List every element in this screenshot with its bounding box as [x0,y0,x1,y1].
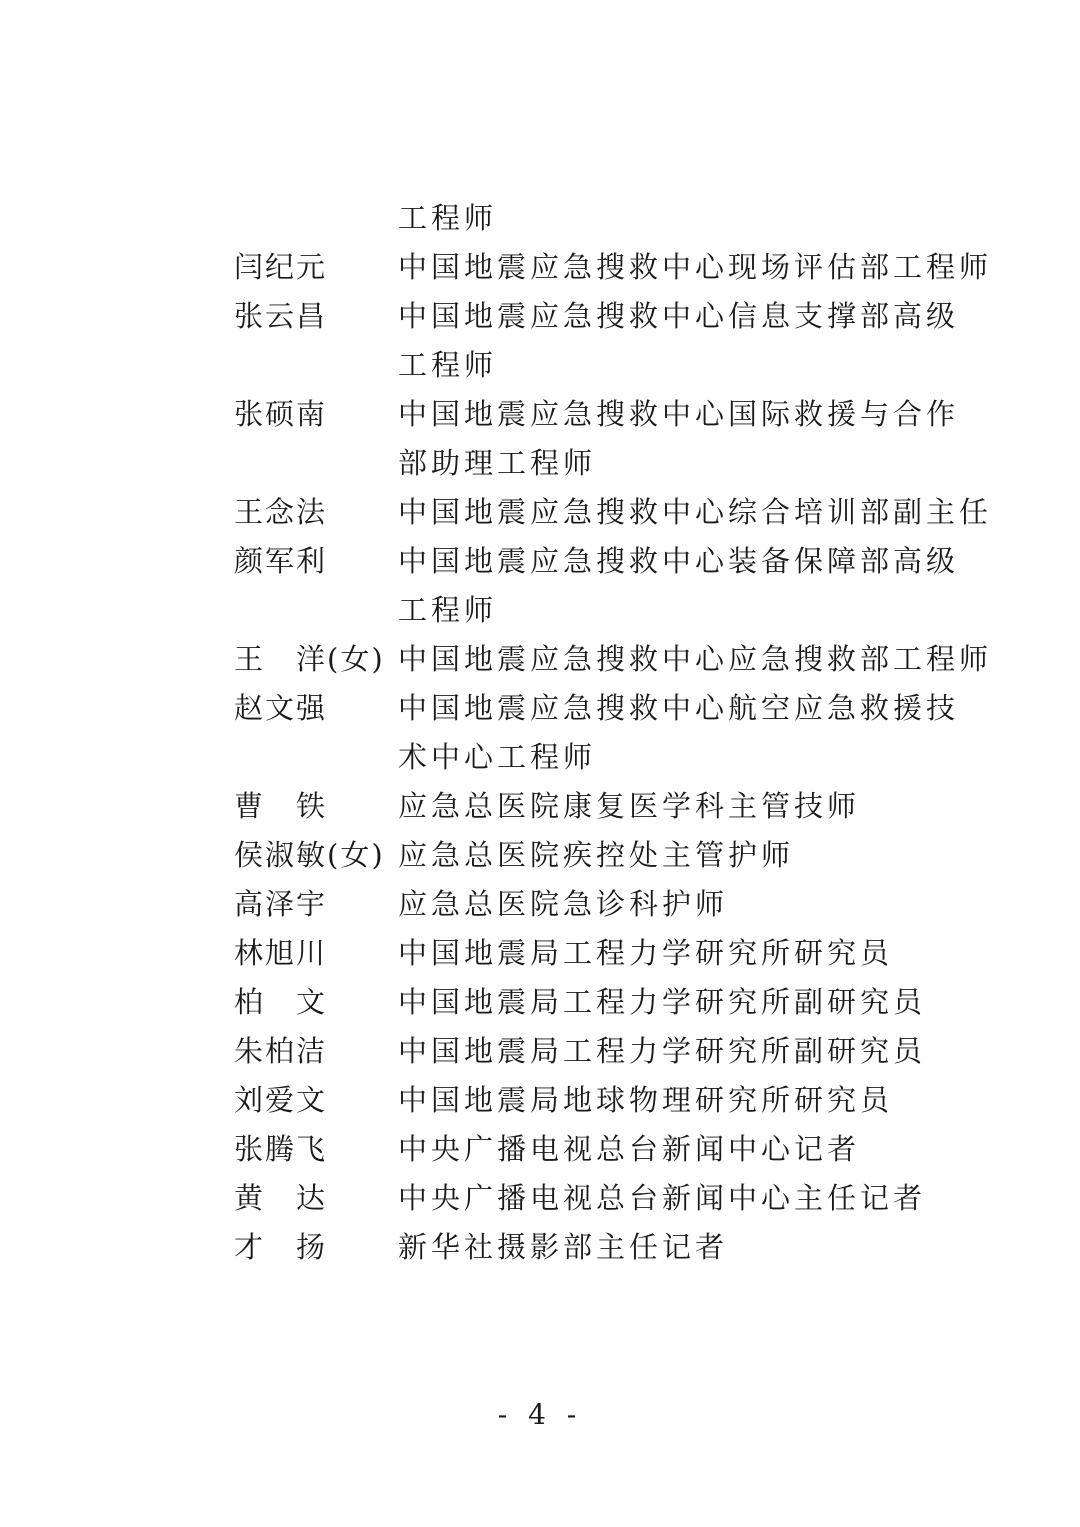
person-affiliation [398,1125,908,1174]
affiliation-line: 中国地震应急搜救中心装备保障部高级 [398,544,960,578]
person-name: 林旭川 [234,936,328,970]
person-name: 黄 达 [234,1181,328,1215]
person-affiliation [398,1027,927,1076]
person-name: 柏 文 [234,985,328,1019]
affiliation-line: 中国地震局工程力学研究所副研究员 [398,985,927,1019]
affiliation-line: 应急总医院急诊科护师 [398,887,729,921]
affiliation-line: 新华社摄影部主任记者 [398,1230,729,1264]
person-affiliation [398,292,960,390]
affiliation-line: 中国地震局工程力学研究所副研究员 [398,1034,927,1068]
person-name: 朱柏洁 [234,1034,328,1068]
list-item [234,194,914,243]
person-affiliation [398,488,993,537]
person-name: 张硕南 [234,397,328,431]
person-affiliation [398,243,993,292]
person-name: 赵文强 [234,691,328,725]
list-item [234,880,914,929]
person-affiliation [398,1223,908,1272]
affiliation-line: 中国地震应急搜救中心国际救援与合作 [398,397,960,431]
list-item [234,1223,914,1272]
person-affiliation [398,782,908,831]
affiliation-line: 中国地震局地球物理研究所研究员 [398,1083,894,1117]
person-affiliation [398,1076,908,1125]
person-name: 颜军利 [234,544,328,578]
list-item [234,635,993,684]
person-affiliation [398,684,960,782]
affiliation-line: 工程师 [398,593,498,627]
person-affiliation [398,390,960,488]
person-affiliation [398,635,993,684]
list-item [234,488,993,537]
person-name: 曹 铁 [234,789,328,823]
person-name: 刘爱文 [234,1083,328,1117]
affiliation-line: 工程师 [398,201,498,235]
list-item [234,1125,914,1174]
affiliation-line: 中央广播电视总台新闻中心记者 [398,1132,861,1166]
list-item [234,537,960,635]
list-item [234,292,960,390]
person-affiliation [398,194,908,243]
person-name: 张云昌 [234,299,328,333]
person-name: 王念法 [234,495,328,529]
person-name: 王 洋(女) [234,642,385,676]
person-affiliation [398,978,927,1027]
list-item [234,929,914,978]
person-affiliation [398,929,908,978]
affiliation-line: 应急总医院康复医学科主管技师 [398,789,861,823]
affiliation-line: 中国地震应急搜救中心现场评估部工程师 [398,250,993,284]
list-item [234,390,960,488]
person-name: 张腾飞 [234,1132,328,1166]
affiliation-line: 中国地震应急搜救中心综合培训部副主任 [398,495,993,529]
personnel-list [234,194,993,1272]
person-affiliation [398,1174,927,1223]
person-name: 侯淑敏(女) [234,838,385,872]
person-name: 高泽宇 [234,887,328,921]
affiliation-line: 中央广播电视总台新闻中心主任记者 [398,1181,927,1215]
affiliation-line: 术中心工程师 [398,740,597,774]
page-number: - 4 - [497,1398,583,1431]
affiliation-line: 中国地震局工程力学研究所研究员 [398,936,894,970]
person-name: 闫纪元 [234,250,328,284]
affiliation-line: 部助理工程师 [398,446,597,480]
list-item [234,1174,927,1223]
list-item [234,243,993,292]
affiliation-line: 应急总医院疾控处主管护师 [398,838,795,872]
list-item [234,684,960,782]
list-item [234,1076,914,1125]
affiliation-line: 中国地震应急搜救中心航空应急救援技 [398,691,960,725]
affiliation-line: 工程师 [398,348,498,382]
person-affiliation [398,537,960,635]
list-item [234,1027,927,1076]
list-item [234,782,914,831]
person-affiliation [398,880,908,929]
list-item [234,978,927,1027]
affiliation-line: 中国地震应急搜救中心信息支撑部高级 [398,299,960,333]
person-affiliation [398,831,908,880]
person-name: 才 扬 [234,1230,328,1264]
affiliation-line: 中国地震应急搜救中心应急搜救部工程师 [398,642,993,676]
list-item [234,831,914,880]
